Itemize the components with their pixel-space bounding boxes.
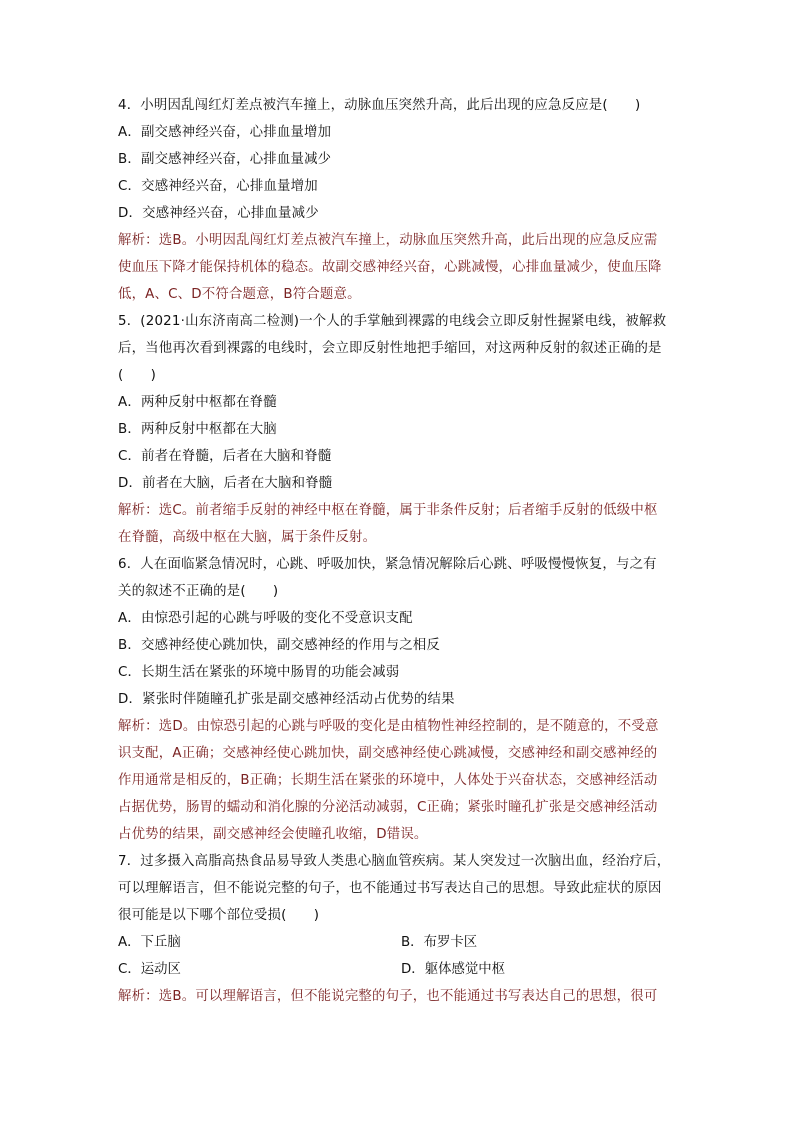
question-6-stem-line-1: 6．人在面临紧急情况时，心跳、呼吸加快，紧急情况解除后心跳、呼吸慢慢恢复，与之有	[118, 557, 657, 572]
question-7-option-a: A．下丘脑	[118, 935, 181, 950]
question-6	[118, 551, 680, 848]
question-6-analysis-line-4: 占据优势，肠胃的蠕动和消化腺的分泌活动减弱，C正确；紧张时瞳孔扩张是交感神经活动	[118, 800, 658, 815]
question-6-option-b: B．交感神经使心跳加快，副交感神经的作用与之相反	[118, 638, 440, 653]
question-6-analysis-line-1: 解析：选D。由惊恐引起的心跳与呼吸的变化是由植物性神经控制的，是不随意的，不受意	[118, 719, 659, 734]
question-7-option-d: D．躯体感觉中枢	[401, 962, 506, 977]
question-6-option-d: D．紧张时伴随瞳孔扩张是副交感神经活动占优势的结果	[118, 692, 455, 707]
question-4-analysis-line-1: 解析：选B。小明因乱闯红灯差点被汽车撞上，动脉血压突然升高，此后出现的应急反应需	[118, 233, 658, 248]
question-7-stem-line-1: 7．过多摄入高脂高热食品易导致人类患心脑血管疾病。某人突发过一次脑出血，经治疗后，	[118, 854, 671, 869]
question-4-option-b: B．副交感神经兴奋，心排血量减少	[118, 152, 332, 167]
question-6-option-a: A．由惊恐引起的心跳与呼吸的变化不受意识支配	[118, 611, 413, 626]
question-5-option-b: B．两种反射中枢都在大脑	[118, 422, 277, 437]
question-6-analysis-line-5: 占优势的结果，副交感神经会使瞳孔收缩，D错误。	[118, 827, 428, 842]
question-4-analysis-line-3: 低，A、C、D不符合题意，B符合题意。	[118, 287, 361, 302]
question-6-option-c: C．长期生活在紧张的环境中肠胃的功能会减弱	[118, 665, 400, 680]
question-7-stem-line-3: 很可能是以下哪个部位受损( )	[118, 908, 320, 923]
question-4	[118, 92, 680, 308]
question-6-analysis-line-3: 作用通常是相反的，B正确；长期生活在紧张的环境中，人体处于兴奋状态，交感神经活动	[118, 773, 658, 788]
question-5-option-d: D．前者在大脑，后者在大脑和脊髓	[118, 476, 333, 491]
question-5-stem-line-1: 5．(2021·山东济南高二检测)一个人的手掌触到裸露的电线会立即反射性握紧电线，被解救	[118, 314, 667, 329]
question-7-options-row-1	[118, 929, 680, 956]
question-7-stem-line-2: 可以理解语言，但不能说完整的句子，也不能通过书写表达自己的思想。导致此症状的原因	[118, 881, 662, 896]
question-5-analysis-line-1: 解析：选C。前者缩手反射的神经中枢在脊髓，属于非条件反射；后者缩手反射的低级中枢	[118, 503, 658, 518]
question-6-analysis-line-2: 识支配，A正确；交感神经使心跳加快，副交感神经使心跳减慢，交感神经和副交感神经的	[118, 746, 658, 761]
question-5	[118, 308, 680, 551]
question-7-option-c: C．运动区	[118, 962, 181, 977]
question-6-stem-line-2: 关的叙述不正确的是( )	[118, 584, 279, 599]
question-4-option-d: D．交感神经兴奋，心排血量减少	[118, 206, 319, 221]
question-4-option-c: C．交感神经兴奋，心排血量增加	[118, 179, 318, 194]
question-7	[118, 848, 680, 1010]
question-5-stem-line-3: ( )	[118, 368, 157, 383]
question-4-stem: 4．小明因乱闯红灯差点被汽车撞上，动脉血压突然升高，此后出现的应急反应是( )	[118, 98, 641, 113]
question-7-option-b: B．布罗卡区	[401, 935, 478, 950]
question-4-option-a: A．副交感神经兴奋，心排血量增加	[118, 125, 332, 140]
question-5-analysis-line-2: 在脊髓，高级中枢在大脑，属于条件反射。	[118, 530, 377, 545]
question-page	[118, 92, 680, 1010]
question-5-stem-line-2: 后，当他再次看到裸露的电线时，会立即反射性地把手缩回，对这两种反射的叙述正确的是	[118, 341, 662, 356]
question-5-option-a: A．两种反射中枢都在脊髓	[118, 395, 277, 410]
question-4-analysis-line-2: 使血压下降才能保持机体的稳态。故副交感神经兴奋，心跳减慢，心排血量减少，使血压降	[118, 260, 662, 275]
question-7-analysis-line-1: 解析：选B。可以理解语言，但不能说完整的句子，也不能通过书写表达自己的思想，很可	[118, 989, 658, 1004]
question-7-options-row-2	[118, 956, 680, 983]
question-5-option-c: C．前者在脊髓，后者在大脑和脊髓	[118, 449, 332, 464]
